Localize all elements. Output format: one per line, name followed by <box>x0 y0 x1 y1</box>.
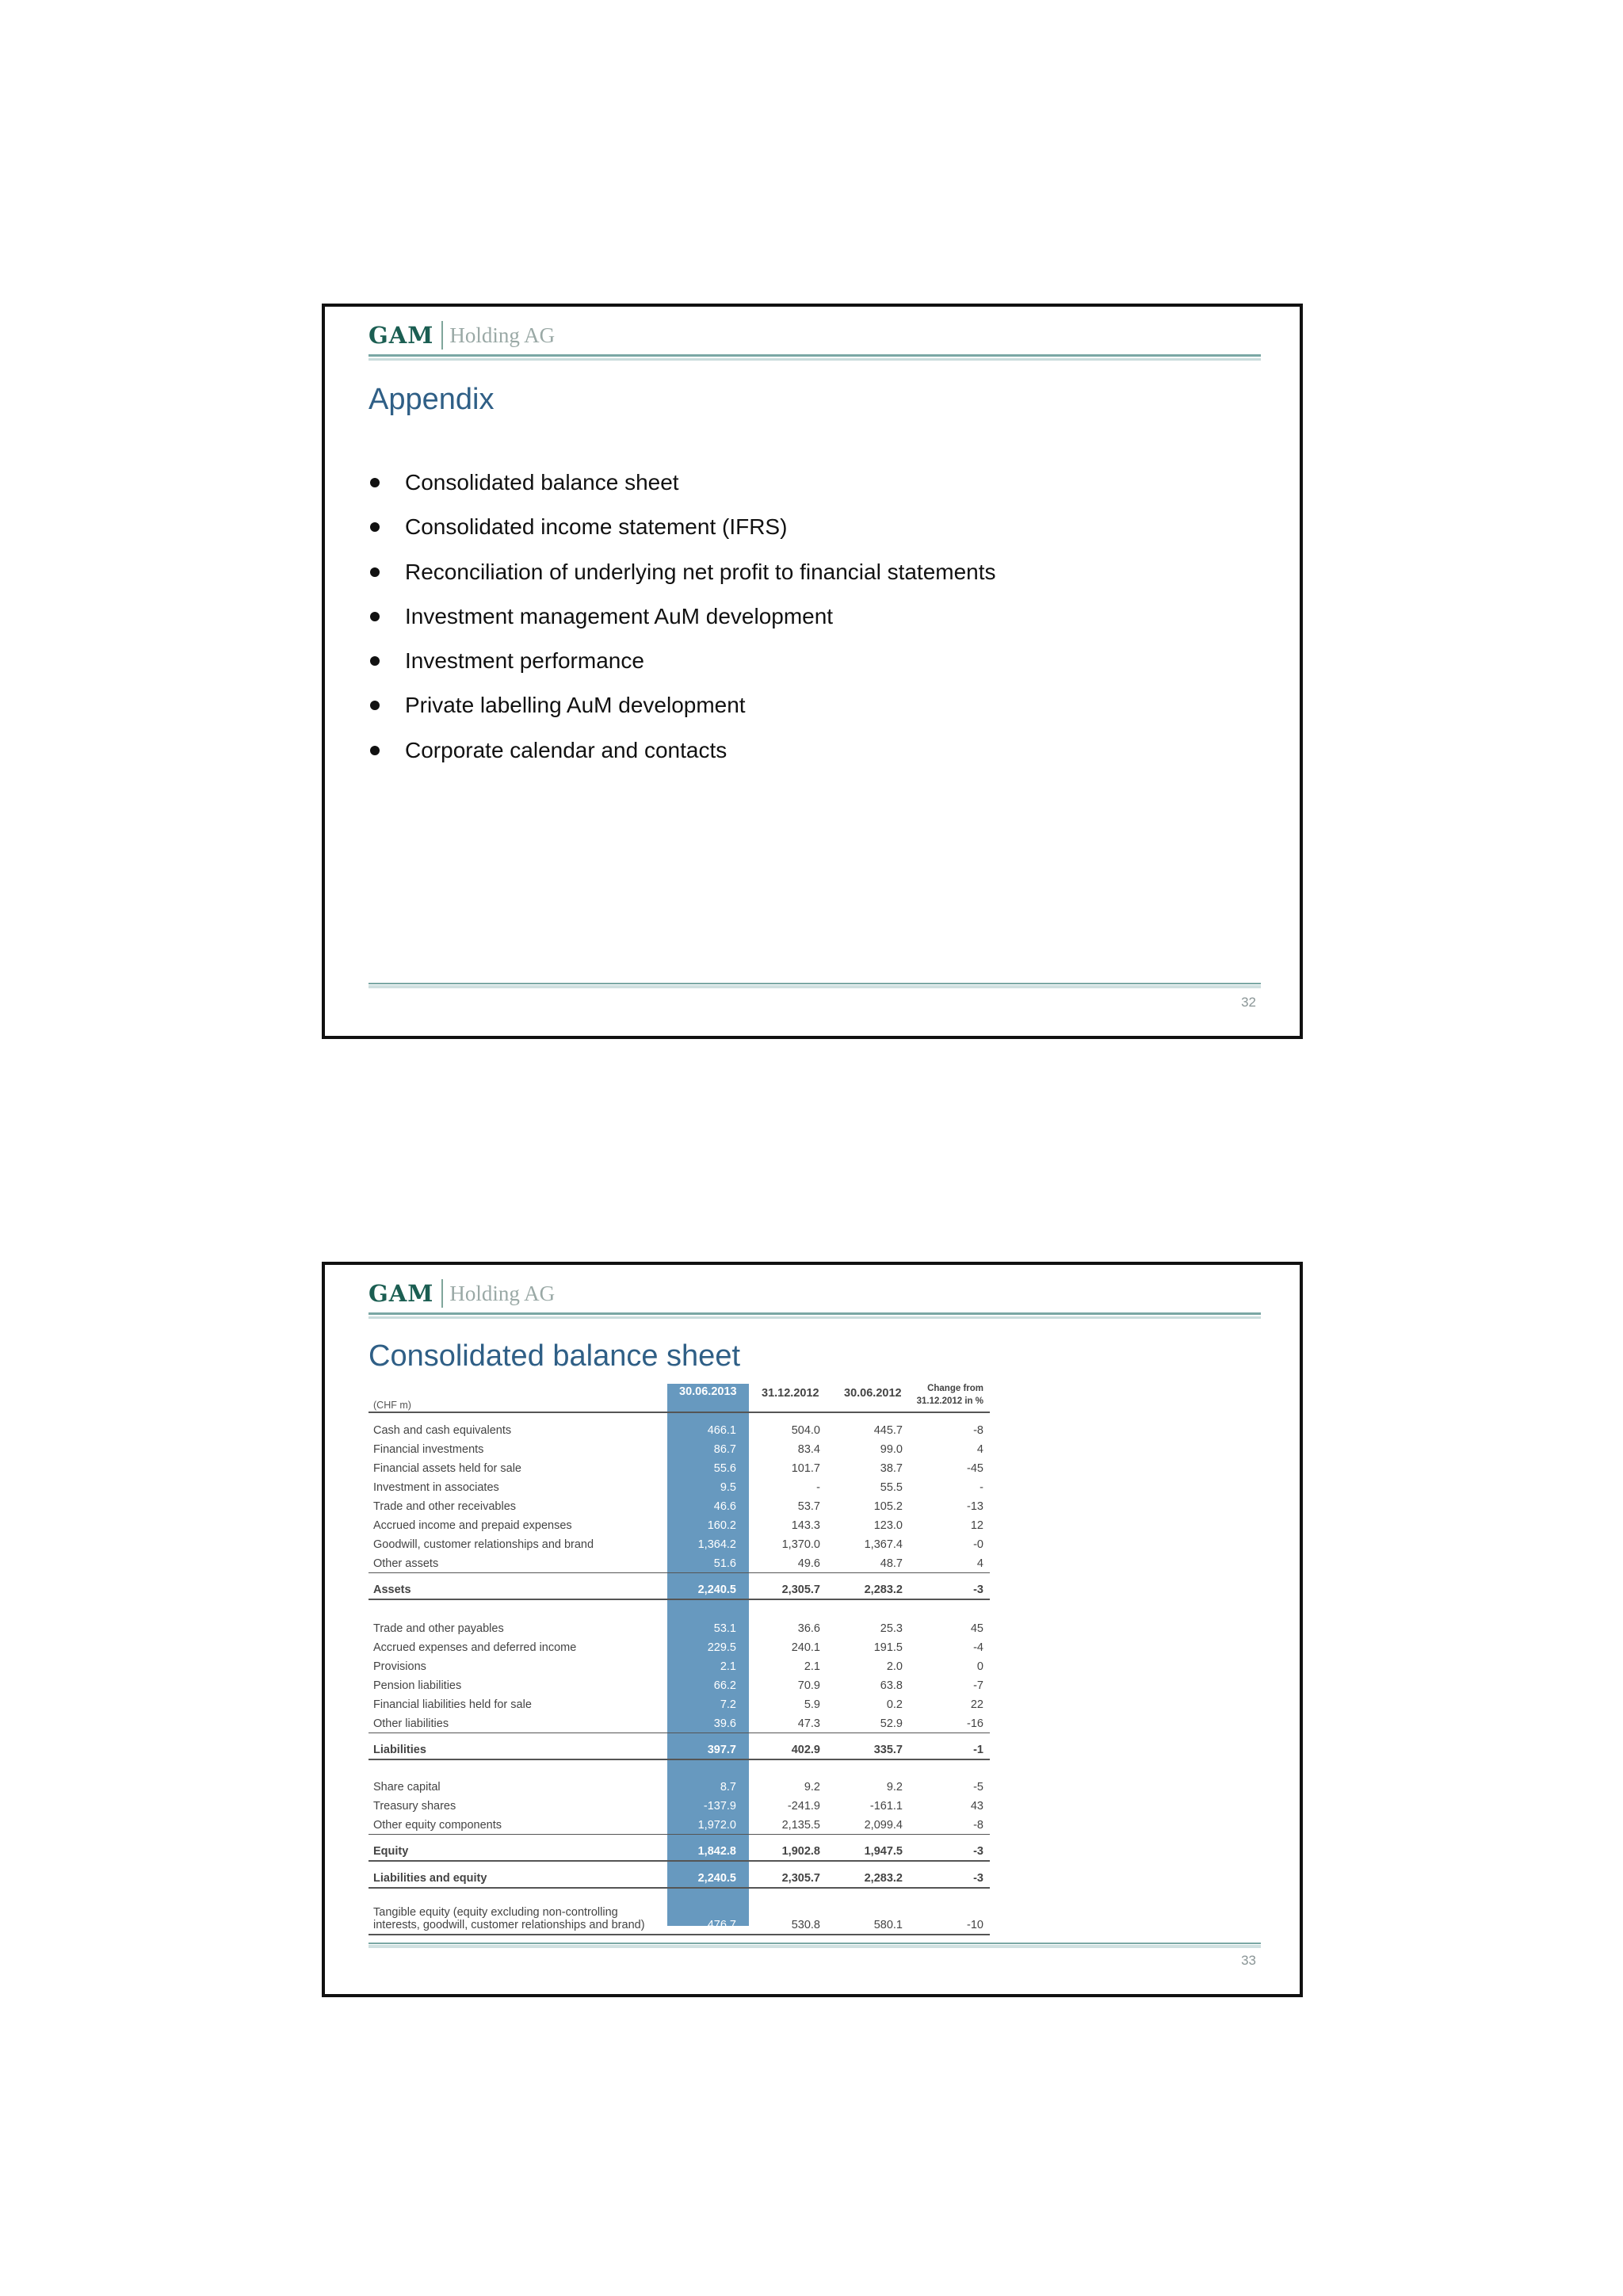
cell-31-12-2012: 101.7 <box>791 1462 820 1475</box>
cell-30-06-2012: 9.2 <box>886 1781 903 1794</box>
cell-30-06-2013: 51.6 <box>713 1557 736 1570</box>
cell-30-06-2012: 0.2 <box>886 1698 903 1711</box>
cell-30-06-2012: 2,283.2 <box>864 1872 903 1885</box>
cell-31-12-2012: 2,305.7 <box>781 1584 820 1596</box>
row-label: Pension liabilities <box>373 1679 462 1692</box>
header-rule-shadow <box>369 358 1261 361</box>
cell-30-06-2013: 53.1 <box>713 1622 736 1635</box>
cell-30-06-2013: 39.6 <box>713 1717 736 1730</box>
footer-rule <box>369 983 1261 984</box>
slide-title: Appendix <box>369 383 495 416</box>
table-row <box>369 1778 990 1797</box>
table-row <box>369 1639 990 1657</box>
column-header: Change from <box>927 1384 983 1393</box>
table-row <box>369 1441 990 1459</box>
table-row <box>369 1536 990 1554</box>
row-label: Other liabilities <box>373 1717 449 1730</box>
row-divider <box>369 1887 990 1889</box>
cell-31-12-2012: 5.9 <box>804 1698 820 1711</box>
row-label: interests, goodwill, customer relationships and brand) <box>373 1919 645 1931</box>
row-label: Other assets <box>373 1557 439 1570</box>
header-divider <box>369 1412 990 1413</box>
bullet-icon <box>370 656 380 666</box>
cell-31-12-2012: 2,305.7 <box>781 1872 820 1885</box>
cell-31-12-2012: 70.9 <box>797 1679 820 1692</box>
row-label: Equity <box>373 1845 409 1858</box>
cell-30-06-2013: 46.6 <box>713 1500 736 1513</box>
cell-31-12-2012: 143.3 <box>791 1519 820 1532</box>
table-row <box>369 1498 990 1516</box>
cell-change: -13 <box>967 1500 983 1513</box>
row-label: Goodwill, customer relationships and brand <box>373 1538 594 1551</box>
row-divider <box>369 1834 990 1835</box>
list-item-text: Consolidated income statement (IFRS) <box>405 514 788 540</box>
cell-change: 0 <box>976 1660 983 1673</box>
cell-31-12-2012: 2,135.5 <box>781 1819 820 1832</box>
table-row <box>369 1658 990 1676</box>
list-item-text: Investment performance <box>405 648 644 674</box>
cell-change: -5 <box>973 1781 983 1794</box>
row-label: Investment in associates <box>373 1481 499 1494</box>
column-header: 30.06.2013 <box>679 1385 737 1398</box>
appendix-list <box>369 469 996 781</box>
cell-31-12-2012: 53.7 <box>797 1500 820 1513</box>
cell-30-06-2013: 1,364.2 <box>697 1538 736 1551</box>
row-label: Financial liabilities held for sale <box>373 1698 532 1711</box>
row-divider <box>369 1759 990 1760</box>
cell-30-06-2012: 99.0 <box>880 1443 903 1456</box>
row-label: Share capital <box>373 1781 441 1794</box>
cell-31-12-2012: 530.8 <box>791 1919 820 1931</box>
row-label: Assets <box>373 1584 411 1596</box>
slide-title: Consolidated balance sheet <box>369 1339 741 1373</box>
row-label: Provisions <box>373 1660 426 1673</box>
company-logo <box>369 321 555 350</box>
row-label: Financial investments <box>373 1443 484 1456</box>
cell-30-06-2012: 335.7 <box>873 1744 903 1756</box>
cell-31-12-2012: 2.1 <box>804 1660 820 1673</box>
list-item <box>369 603 996 648</box>
cell-31-12-2012: 83.4 <box>797 1443 820 1456</box>
cell-change: -0 <box>973 1538 983 1551</box>
table-row <box>369 1555 990 1573</box>
cell-change: -3 <box>973 1872 983 1885</box>
row-label: Liabilities <box>373 1744 426 1756</box>
cell-30-06-2012: 105.2 <box>873 1500 903 1513</box>
cell-31-12-2012: 9.2 <box>804 1781 820 1794</box>
cell-30-06-2012: 48.7 <box>880 1557 903 1570</box>
row-divider <box>369 1599 990 1600</box>
cell-30-06-2012: 63.8 <box>880 1679 903 1692</box>
row-label: Liabilities and equity <box>373 1872 487 1885</box>
row-label: Accrued income and prepaid expenses <box>373 1519 572 1532</box>
row-label: Treasury shares <box>373 1800 456 1813</box>
cell-30-06-2012: 1,367.4 <box>864 1538 903 1551</box>
header-rule <box>369 354 1261 357</box>
cell-30-06-2013: 2,240.5 <box>697 1872 736 1885</box>
list-item-text: Investment management AuM development <box>405 603 834 628</box>
cell-change: -8 <box>973 1819 983 1832</box>
cell-30-06-2013: 160.2 <box>707 1519 736 1532</box>
cell-change: -3 <box>973 1584 983 1596</box>
list-item <box>369 469 996 514</box>
page-number: 33 <box>1241 1953 1256 1968</box>
cell-30-06-2012: 38.7 <box>880 1462 903 1475</box>
column-header: 31.12.2012 <box>762 1387 819 1400</box>
cell-31-12-2012: 47.3 <box>797 1717 820 1730</box>
bullet-icon <box>370 612 380 621</box>
cell-30-06-2012: 1,947.5 <box>864 1845 903 1858</box>
table-row <box>369 1715 990 1733</box>
page-number: 32 <box>1241 995 1256 1010</box>
cell-30-06-2012: 191.5 <box>873 1641 903 1654</box>
cell-30-06-2012: 2.0 <box>886 1660 903 1673</box>
cell-change: 4 <box>976 1443 983 1456</box>
cell-change: 12 <box>970 1519 983 1532</box>
table-total-row <box>369 1843 990 1861</box>
list-item-text: Private labelling AuM development <box>405 693 746 718</box>
list-item-text: Consolidated balance sheet <box>405 470 679 495</box>
logo-text: Holding AG <box>449 323 556 347</box>
list-item <box>369 737 996 781</box>
logo-divider <box>441 1279 443 1308</box>
slide-appendix <box>322 304 1303 1039</box>
table-row <box>369 1916 990 1935</box>
slide-balance-sheet <box>322 1262 1303 1997</box>
table-row <box>369 1620 990 1638</box>
cell-change: - <box>980 1481 983 1494</box>
row-label: Accrued expenses and deferred income <box>373 1641 577 1654</box>
row-label: Trade and other receivables <box>373 1500 517 1513</box>
bullet-icon <box>370 522 380 532</box>
table-row <box>369 1479 990 1497</box>
list-item-text: Reconciliation of underlying net profit to financial statements <box>405 559 996 584</box>
cell-change: -7 <box>973 1679 983 1692</box>
footer-rule-shadow <box>369 985 1261 988</box>
column-header: 30.06.2012 <box>844 1387 902 1400</box>
cell-change: -4 <box>973 1641 983 1654</box>
cell-30-06-2012: 25.3 <box>880 1622 903 1635</box>
cell-30-06-2012: 2,283.2 <box>864 1584 903 1596</box>
column-header: 31.12.2012 in % <box>916 1396 983 1406</box>
cell-30-06-2013: 55.6 <box>713 1462 736 1475</box>
cell-30-06-2013: 7.2 <box>720 1698 736 1711</box>
cell-31-12-2012: 49.6 <box>797 1557 820 1570</box>
row-divider <box>369 1860 990 1862</box>
cell-30-06-2013: 476.7 <box>707 1919 736 1931</box>
cell-30-06-2013: 229.5 <box>707 1641 736 1654</box>
cell-30-06-2012: 445.7 <box>873 1424 903 1437</box>
table-row <box>369 1817 990 1835</box>
cell-30-06-2013: 1,842.8 <box>697 1845 736 1858</box>
footer-rule-shadow <box>369 1945 1261 1948</box>
cell-30-06-2013: 1,972.0 <box>697 1819 736 1832</box>
logo-divider <box>441 321 443 350</box>
list-item <box>369 692 996 736</box>
cell-30-06-2012: 52.9 <box>880 1717 903 1730</box>
cell-31-12-2012: 504.0 <box>791 1424 820 1437</box>
cell-30-06-2012: 2,099.4 <box>864 1819 903 1832</box>
footer-rule <box>369 1943 1261 1944</box>
table-total-row <box>369 1581 990 1599</box>
row-divider <box>369 1572 990 1573</box>
cell-30-06-2013: 397.7 <box>707 1744 736 1756</box>
cell-change: 45 <box>970 1622 983 1635</box>
logo-mark: GAM <box>369 322 434 349</box>
cell-change: -16 <box>967 1717 983 1730</box>
cell-31-12-2012: - <box>816 1481 820 1494</box>
row-label: Trade and other payables <box>373 1622 504 1635</box>
bullet-icon <box>370 478 380 487</box>
header-rule <box>369 1312 1261 1315</box>
cell-30-06-2012: 123.0 <box>873 1519 903 1532</box>
bullet-icon <box>370 567 380 577</box>
cell-31-12-2012: 1,902.8 <box>781 1845 820 1858</box>
cell-31-12-2012: 240.1 <box>791 1641 820 1654</box>
cell-30-06-2012: -161.1 <box>869 1800 903 1813</box>
table-row <box>369 1517 990 1535</box>
cell-change: -3 <box>973 1845 983 1858</box>
cell-31-12-2012: 36.6 <box>797 1622 820 1635</box>
cell-change: 43 <box>970 1800 983 1813</box>
list-item <box>369 559 996 603</box>
row-label: Other equity components <box>373 1819 502 1832</box>
cell-30-06-2013: 66.2 <box>713 1679 736 1692</box>
list-item-text: Corporate calendar and contacts <box>405 737 727 762</box>
logo-text: Holding AG <box>449 1281 556 1305</box>
table-row <box>369 1460 990 1478</box>
cell-change: 4 <box>976 1557 983 1570</box>
list-item <box>369 648 996 692</box>
cell-30-06-2013: 466.1 <box>707 1424 736 1437</box>
unit-label: (CHF m) <box>373 1400 411 1411</box>
cell-change: -10 <box>967 1919 983 1931</box>
cell-change: -1 <box>973 1744 983 1756</box>
cell-change: 22 <box>970 1698 983 1711</box>
table-total-row <box>369 1741 990 1759</box>
table-row <box>369 1677 990 1695</box>
bullet-icon <box>370 746 380 755</box>
table-row <box>369 1422 990 1440</box>
cell-30-06-2012: 580.1 <box>873 1919 903 1931</box>
cell-30-06-2013: 86.7 <box>713 1443 736 1456</box>
row-label: Financial assets held for sale <box>373 1462 521 1475</box>
cell-30-06-2013: 9.5 <box>720 1481 736 1494</box>
bullet-icon <box>370 701 380 710</box>
cell-30-06-2013: 2.1 <box>720 1660 736 1673</box>
cell-30-06-2013: 8.7 <box>720 1781 736 1794</box>
cell-31-12-2012: 402.9 <box>791 1744 820 1756</box>
row-divider <box>369 1934 990 1935</box>
company-logo <box>369 1279 555 1308</box>
logo-mark: GAM <box>369 1280 434 1307</box>
table-total-row <box>369 1870 990 1888</box>
row-label: Tangible equity (equity excluding non-controlling <box>373 1906 618 1919</box>
table-row <box>369 1696 990 1714</box>
row-label: Cash and cash equivalents <box>373 1424 512 1437</box>
cell-30-06-2013: -137.9 <box>703 1800 736 1813</box>
cell-change: -45 <box>967 1462 983 1475</box>
cell-30-06-2013: 2,240.5 <box>697 1584 736 1596</box>
header-rule-shadow <box>369 1316 1261 1319</box>
cell-change: -8 <box>973 1424 983 1437</box>
cell-31-12-2012: -241.9 <box>787 1800 820 1813</box>
cell-31-12-2012: 1,370.0 <box>781 1538 820 1551</box>
cell-30-06-2012: 55.5 <box>880 1481 903 1494</box>
list-item <box>369 514 996 558</box>
table-row <box>369 1797 990 1816</box>
